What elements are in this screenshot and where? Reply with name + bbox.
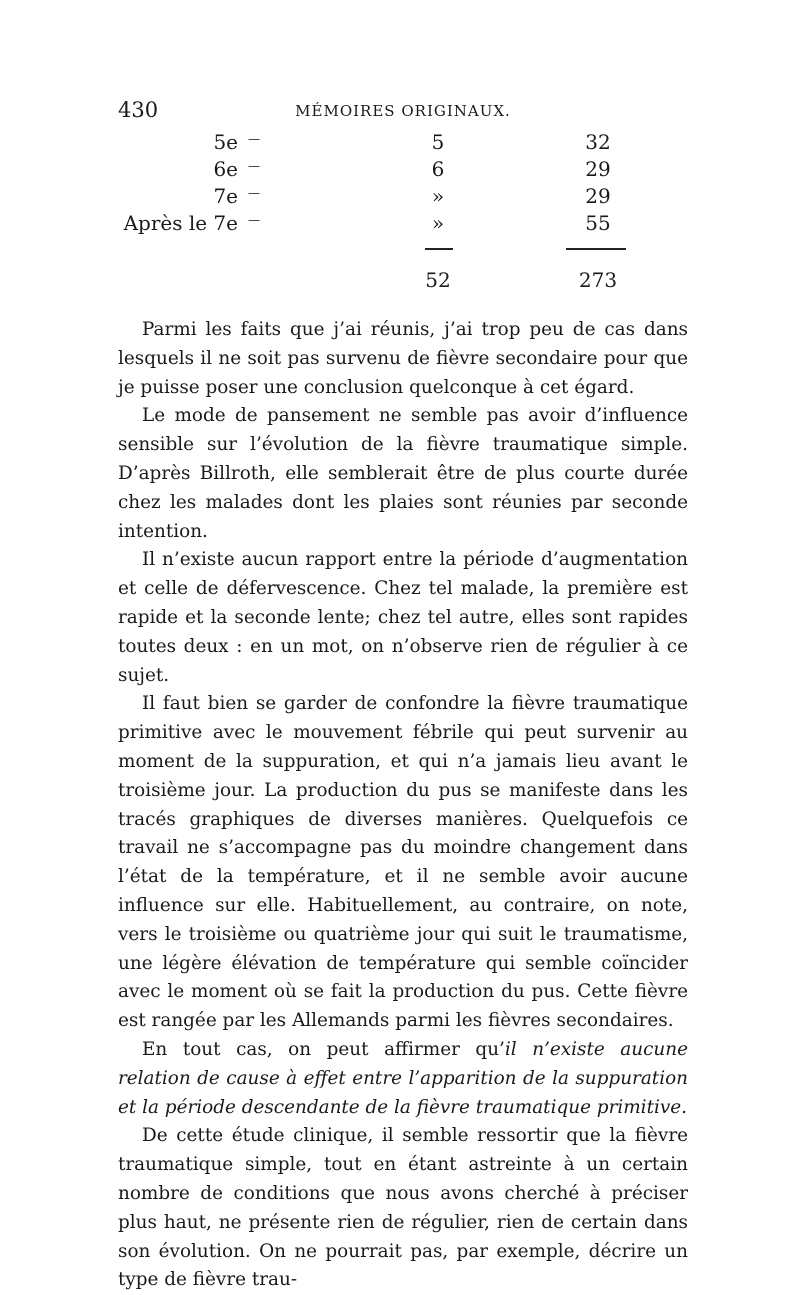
paragraph (118, 690, 688, 1036)
row-label: 6e (213, 157, 238, 181)
paragraph-emphasis: il n’existe aucune relation de cause à effet entre l’apparition de la suppuration et la période descendante de la fièvre traumatique primitive. (118, 1038, 688, 1118)
row-label: 5e (213, 130, 238, 154)
row-value-a: » (431, 184, 445, 208)
row-dash: — (248, 213, 260, 227)
row-value-b: 32 (585, 130, 611, 154)
row-value-b: 55 (585, 211, 611, 235)
paragraph-text: En tout cas, on peut affirmer qu’ (142, 1038, 505, 1060)
paragraph (118, 1122, 688, 1295)
paragraph (118, 316, 688, 402)
running-title: MÉMOIRES ORIGINAUX. (295, 102, 511, 120)
body-text (118, 316, 688, 1295)
table-row (118, 184, 688, 212)
paragraph-text: De cette étude clinique, il semble ressortir que la fièvre traumatique simple, tout en étant astreinte à un certain nombre de conditions que nous avons cherché à préciser plus haut, ne présente rien de régulier, rien de certain dans son évolution. On ne pourrait pas, par exemple, décrire un type de fièvre trau- (118, 1125, 688, 1291)
data-table (118, 130, 688, 300)
page-header (118, 98, 688, 128)
table-row (118, 211, 688, 239)
total-value-b: 273 (578, 268, 618, 292)
paragraph-text: Il faut bien se garder de confondre la fièvre traumatique primitive avec le mouvement fébrile qui peut survenir au moment de la suppuration, et qui n’a jamais lieu avant le troisième jour. La production du pus se manifeste dans les tracés graphiques de diverses manières. Quelquefois ce travail ne s’accompagne pas du moindre changement dans l’état de la température, et il ne semble avoir aucune influence sur elle. Habituellement, au contraire, on note, vers le troisième ou quatrième jour qui suit le traumatisme, une légère élévation de température qui semble coïncider avec le moment où se fait la production du pus. Cette fièvre est rangée par les Allemands parmi les fièvres secondaires. (118, 693, 688, 1032)
page-number: 430 (118, 98, 159, 122)
total-rule-b (566, 248, 626, 250)
paragraph-text: Il n’existe aucun rapport entre la période d’augmentation et celle de défervescence. Chez tel malade, la première est rapide et la seconde lente; chez tel autre, elles sont rapides toutes deux : en un mot, on n’observe rien de régulier à ce sujet. (118, 549, 688, 686)
table-row (118, 130, 688, 158)
row-value-b: 29 (585, 184, 611, 208)
row-dash: — (248, 186, 260, 200)
row-label: 7e (213, 184, 238, 208)
paragraph (118, 546, 688, 690)
paragraph-text: Le mode de pansement ne semble pas avoir d’influence sensible sur l’évolution de la fièvre traumatique simple. D’après Billroth, elle semblerait être de plus courte durée chez les malades dont les plaies sont réunies par seconde intention. (118, 405, 688, 542)
total-rule-a (425, 248, 453, 250)
table-totals-row (118, 268, 688, 296)
paragraph-text: Parmi les faits que j’ai réunis, j’ai trop peu de cas dans lesquels il ne soit pas survenu de fièvre secondaire pour que je puisse poser une conclusion quelconque à cet égard. (118, 319, 688, 398)
paragraph (118, 402, 688, 546)
paragraph (118, 1036, 688, 1122)
row-dash: — (248, 132, 260, 146)
row-label: Après le 7e (123, 211, 238, 235)
row-value-a: 6 (431, 157, 445, 181)
row-value-a: » (431, 211, 445, 235)
row-value-b: 29 (585, 157, 611, 181)
row-value-a: 5 (431, 130, 445, 154)
table-row (118, 157, 688, 185)
total-value-a: 52 (425, 268, 451, 292)
row-dash: — (248, 159, 260, 173)
